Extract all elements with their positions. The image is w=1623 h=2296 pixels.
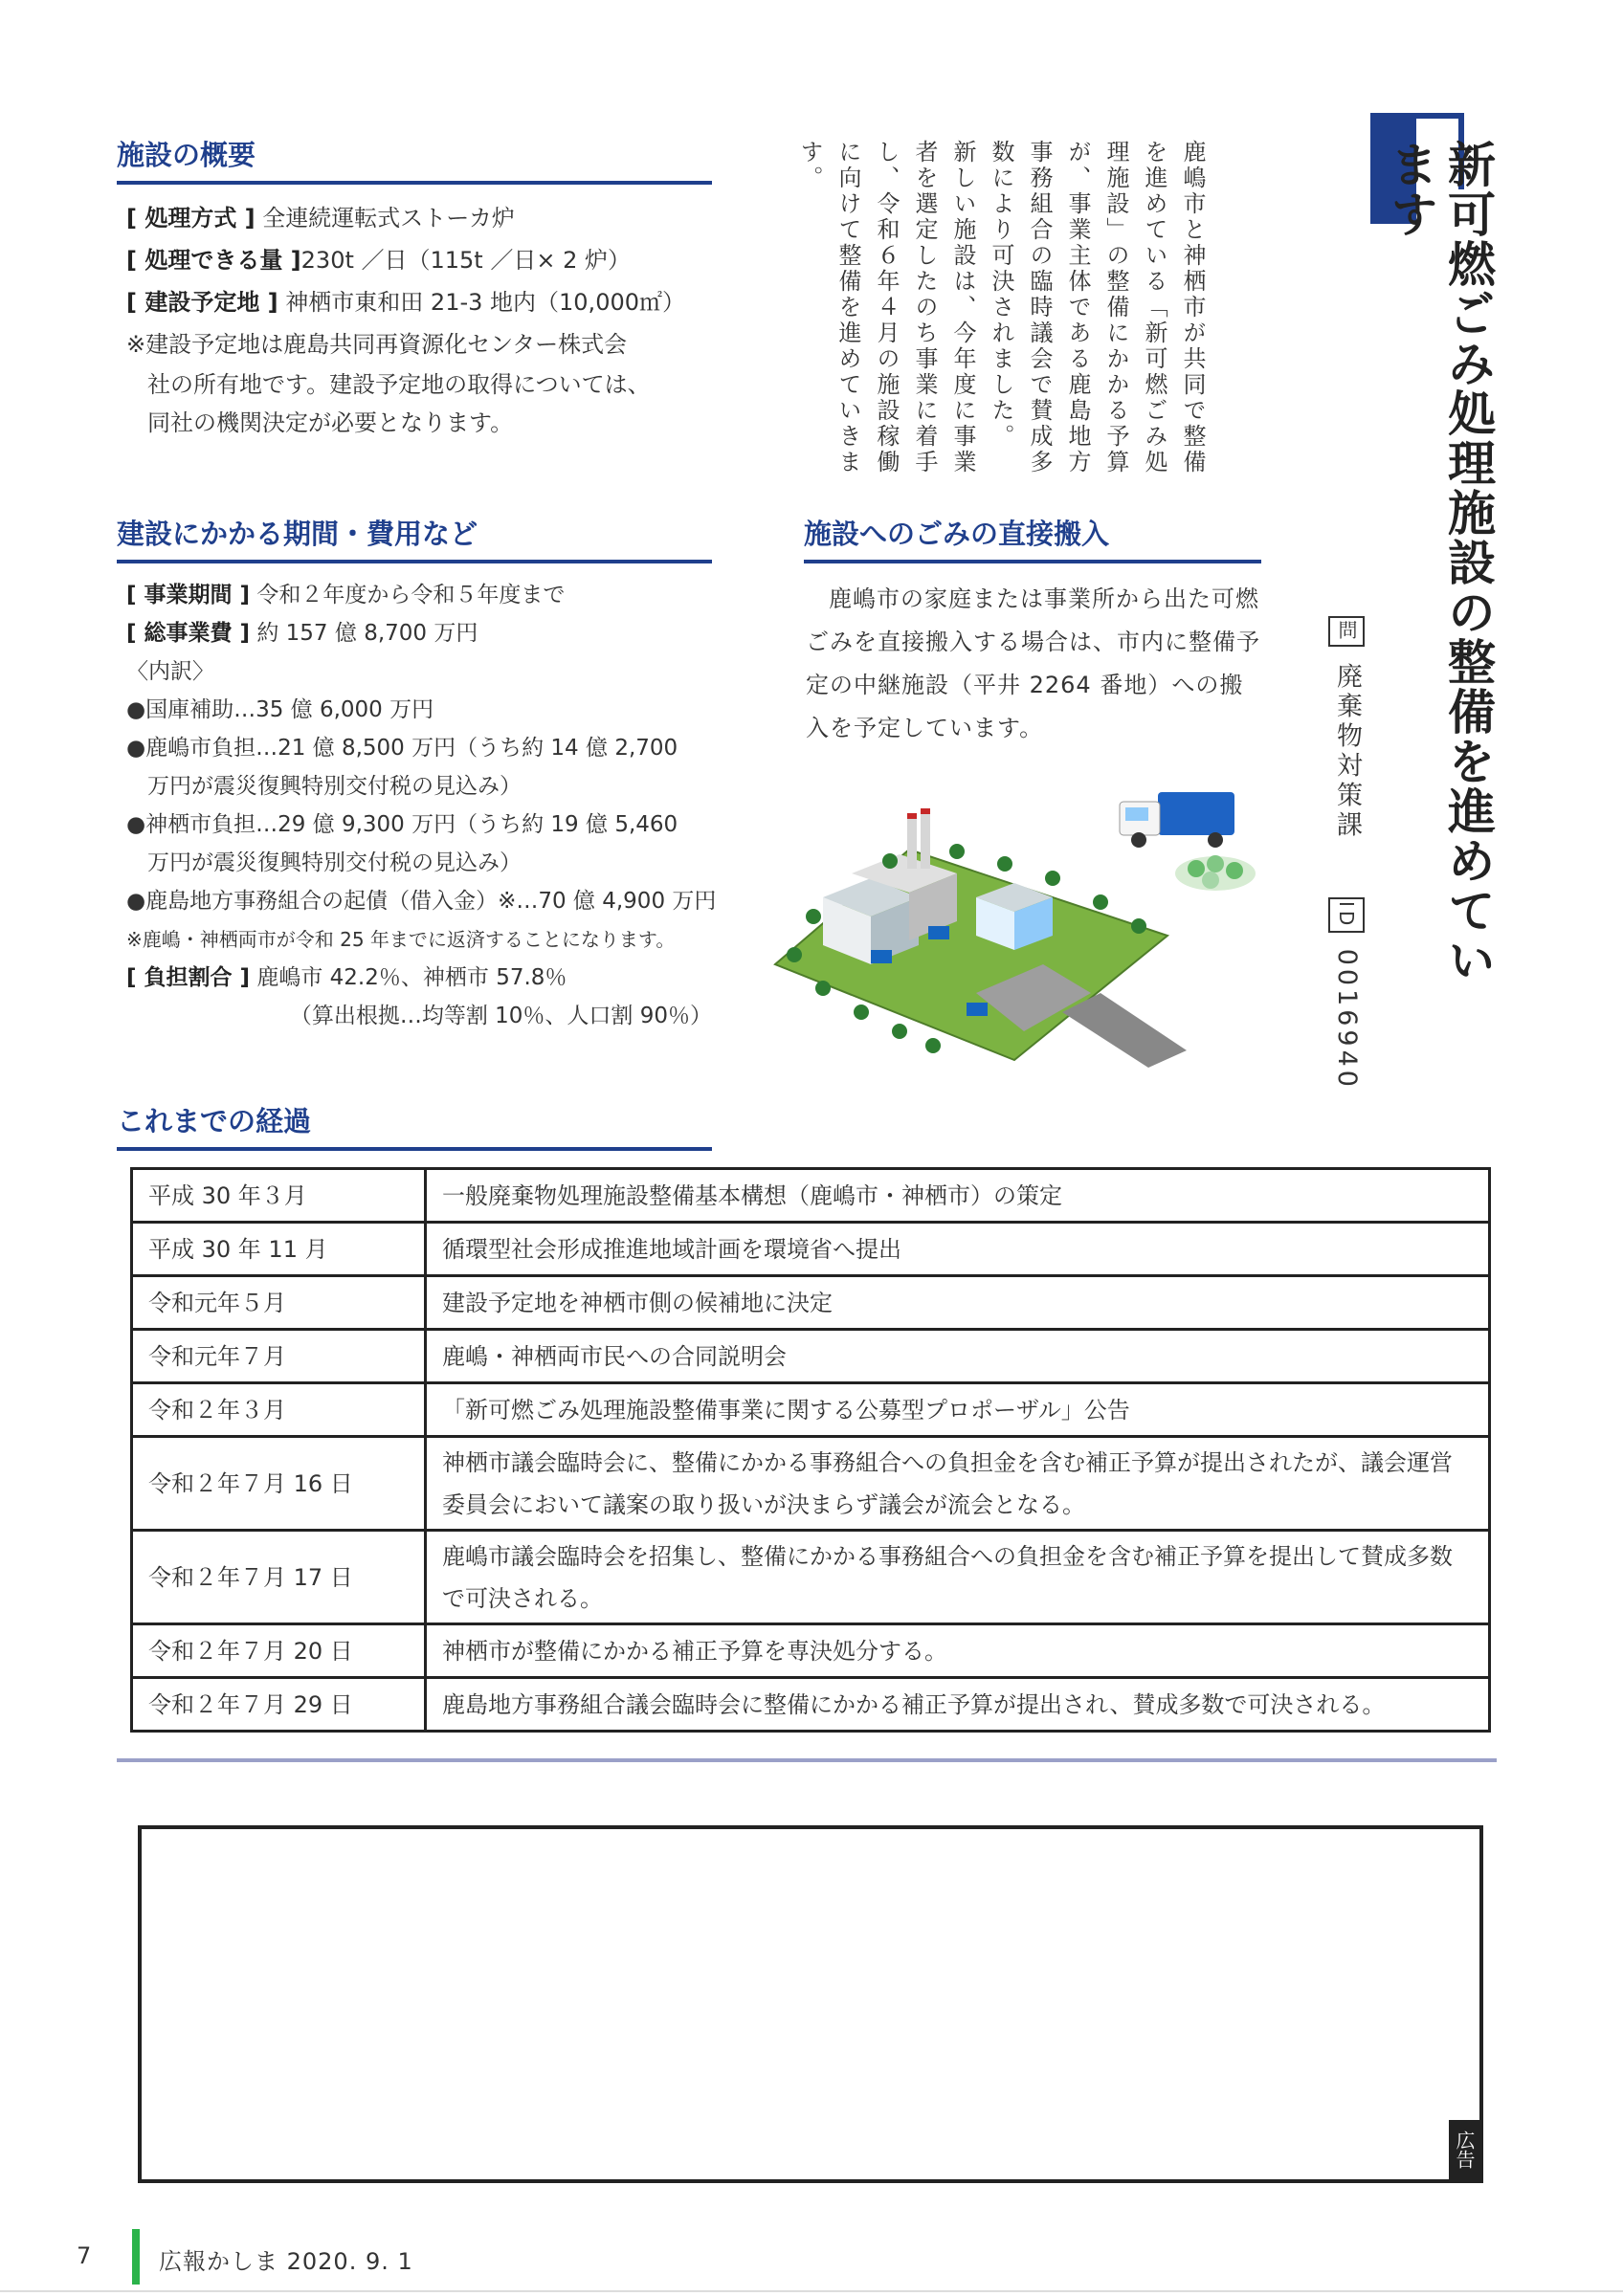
capacity-value: 230t ／日（115t ／日× 2 炉） xyxy=(300,247,631,274)
share-label: [ 負担割合 ] xyxy=(126,965,251,990)
direct-heading: 施設へのごみの直接搬入 xyxy=(804,513,1261,563)
history-event: 建設予定地を神栖市側の候補地に決定 xyxy=(426,1276,1490,1330)
share-basis: （算出根拠…均等割 10％、人口割 90％） xyxy=(289,1004,712,1028)
breakdown-item-cont: 万円が震災復興特別交付税の見込み） xyxy=(147,850,522,875)
inquiry-badge: 問 xyxy=(1328,616,1365,647)
share-value: 鹿嶋市 42.2％、神栖市 57.8％ xyxy=(256,965,567,990)
footer-accent-bar xyxy=(132,2229,140,2285)
history-event: 一般廃棄物処理施設整備基本構想（鹿嶋市・神栖市）の策定 xyxy=(426,1169,1490,1223)
term-label: [ 事業期間 ] xyxy=(126,583,251,607)
advertisement-area xyxy=(138,1825,1483,2183)
breakdown-item: ●神栖市負担…29 億 9,300 万円（うち約 19 億 5,460 xyxy=(126,812,678,837)
table-row xyxy=(132,1169,1490,1223)
table-row xyxy=(132,1330,1490,1383)
publication-name: 広報かしま 2020. 9. 1 xyxy=(159,2248,413,2275)
footer-line xyxy=(0,2290,1623,2292)
term-value: 令和２年度から令和５年度まで xyxy=(256,583,566,607)
history-date: 平成 30 年３月 xyxy=(132,1169,426,1223)
history-date: 平成 30 年 11 月 xyxy=(132,1223,426,1276)
site-note-3: 同社の機関決定が必要となります。 xyxy=(147,409,514,436)
title-area xyxy=(1370,113,1497,1031)
breakdown-item: ●鹿嶋市負担…21 億 8,500 万円（うち約 14 億 2,700 xyxy=(126,736,678,761)
history-date: 令和元年５月 xyxy=(132,1276,426,1330)
history-table xyxy=(130,1167,1491,1733)
direct-body: 鹿嶋市の家庭または事業所から出た可燃ごみを直接搬入する場合は、市内に整備予定の中継施設（平井 2264 番地）への搬入を予定しています。 xyxy=(806,585,1260,741)
site-note-1: ※建設予定地は鹿島共同再資源化センター株式会 xyxy=(126,331,628,358)
history-date: 令和２年７月 17 日 xyxy=(132,1531,426,1624)
history-date: 令和２年７月 29 日 xyxy=(132,1678,426,1732)
repayment-note: ※鹿嶋・神栖両市が令和 25 年までに返済することになります。 xyxy=(126,928,676,951)
id-badge: ID xyxy=(1328,897,1365,933)
table-row xyxy=(132,1383,1490,1437)
capacity-label: [ 処理できる量 ] xyxy=(126,247,301,274)
history-date: 令和２年７月 16 日 xyxy=(132,1437,426,1531)
ad-label: 広告 xyxy=(1449,2120,1479,2179)
cost-label: [ 総事業費 ] xyxy=(126,621,251,646)
page-number: 7 xyxy=(77,2242,92,2269)
period-body xyxy=(126,576,720,1035)
cost-value: 約 157 億 8,700 万円 xyxy=(256,621,478,646)
period-heading: 建設にかかる期間・費用など xyxy=(117,513,712,563)
table-row xyxy=(132,1223,1490,1276)
site-value: 神栖市東和田 21-3 地内（10,000㎡） xyxy=(285,289,685,316)
site-label: [ 建設予定地 ] xyxy=(126,289,278,316)
table-row xyxy=(132,1437,1490,1531)
site-note-2: 社の所有地です。建設予定地の取得については、 xyxy=(147,371,651,398)
department-name: 廃棄物対策課 xyxy=(1332,662,1362,841)
page-id-number: 0016940 xyxy=(1332,948,1362,1091)
history-event: 鹿嶋市議会臨時会を招集し、整備にかかる事務組合への負担金を含む補正予算を提出して賛成多数で可決される。 xyxy=(426,1531,1490,1624)
history-heading: これまでの経過 xyxy=(117,1100,712,1151)
table-row xyxy=(132,1624,1490,1678)
breakdown-item-cont: 万円が震災復興特別交付税の見込み） xyxy=(147,774,522,799)
history-date: 令和２年７月 20 日 xyxy=(132,1624,426,1678)
history-event: 「新可燃ごみ処理施設整備事業に関する公募型プロポーザル」公告 xyxy=(426,1383,1490,1437)
section-divider xyxy=(117,1758,1497,1762)
breakdown-item: ●鹿島地方事務組合の起債（借入金）※…70 億 4,900 万円 xyxy=(126,889,717,914)
method-label: [ 処理方式 ] xyxy=(126,205,256,232)
history-date: 令和元年７月 xyxy=(132,1330,426,1383)
facility-illustration xyxy=(766,773,1282,1070)
table-row xyxy=(132,1678,1490,1732)
table-row xyxy=(132,1531,1490,1624)
overview-body xyxy=(126,197,720,442)
history-event: 鹿嶋・神栖両市民への合同説明会 xyxy=(426,1330,1490,1383)
history-event: 鹿島地方事務組合議会臨時会に整備にかかる補正予算が提出され、賛成多数で可決される。 xyxy=(426,1678,1490,1732)
history-event: 神栖市が整備にかかる補正予算を専決処分する。 xyxy=(426,1624,1490,1678)
table-row xyxy=(132,1276,1490,1330)
history-event: 循環型社会形成推進地域計画を環境省へ提出 xyxy=(426,1223,1490,1276)
contact-info xyxy=(1328,612,1365,1091)
intro-text: 鹿嶋市と神栖市が共同で整備を進めている「新可燃ごみ処理施設」の整備にかかる予算が、事業主体である鹿島地方事務組合の臨時議会で賛成多数により可決されました。 新しい施設は、今年度に事業者を選定したのち事業に着手し、令和６年４月の施設稼働に向けて整備を進めていきます。 xyxy=(796,140,1206,475)
page-title: 新可燃ごみ処理施設の整備を進めています xyxy=(1383,140,1497,985)
history-event: 神栖市議会臨時会に、整備にかかる事務組合への負担金を含む補正予算が提出されたが、議会運営委員会において議案の取り扱いが決まらず議会が流会となる。 xyxy=(426,1437,1490,1531)
breakdown-label: 〈内訳〉 xyxy=(126,659,214,684)
breakdown-item: ●国庫補助…35 億 6,000 万円 xyxy=(126,697,434,722)
overview-heading: 施設の概要 xyxy=(117,134,712,185)
method-value: 全連続運転式ストーカ炉 xyxy=(262,205,515,232)
history-date: 令和２年３月 xyxy=(132,1383,426,1437)
